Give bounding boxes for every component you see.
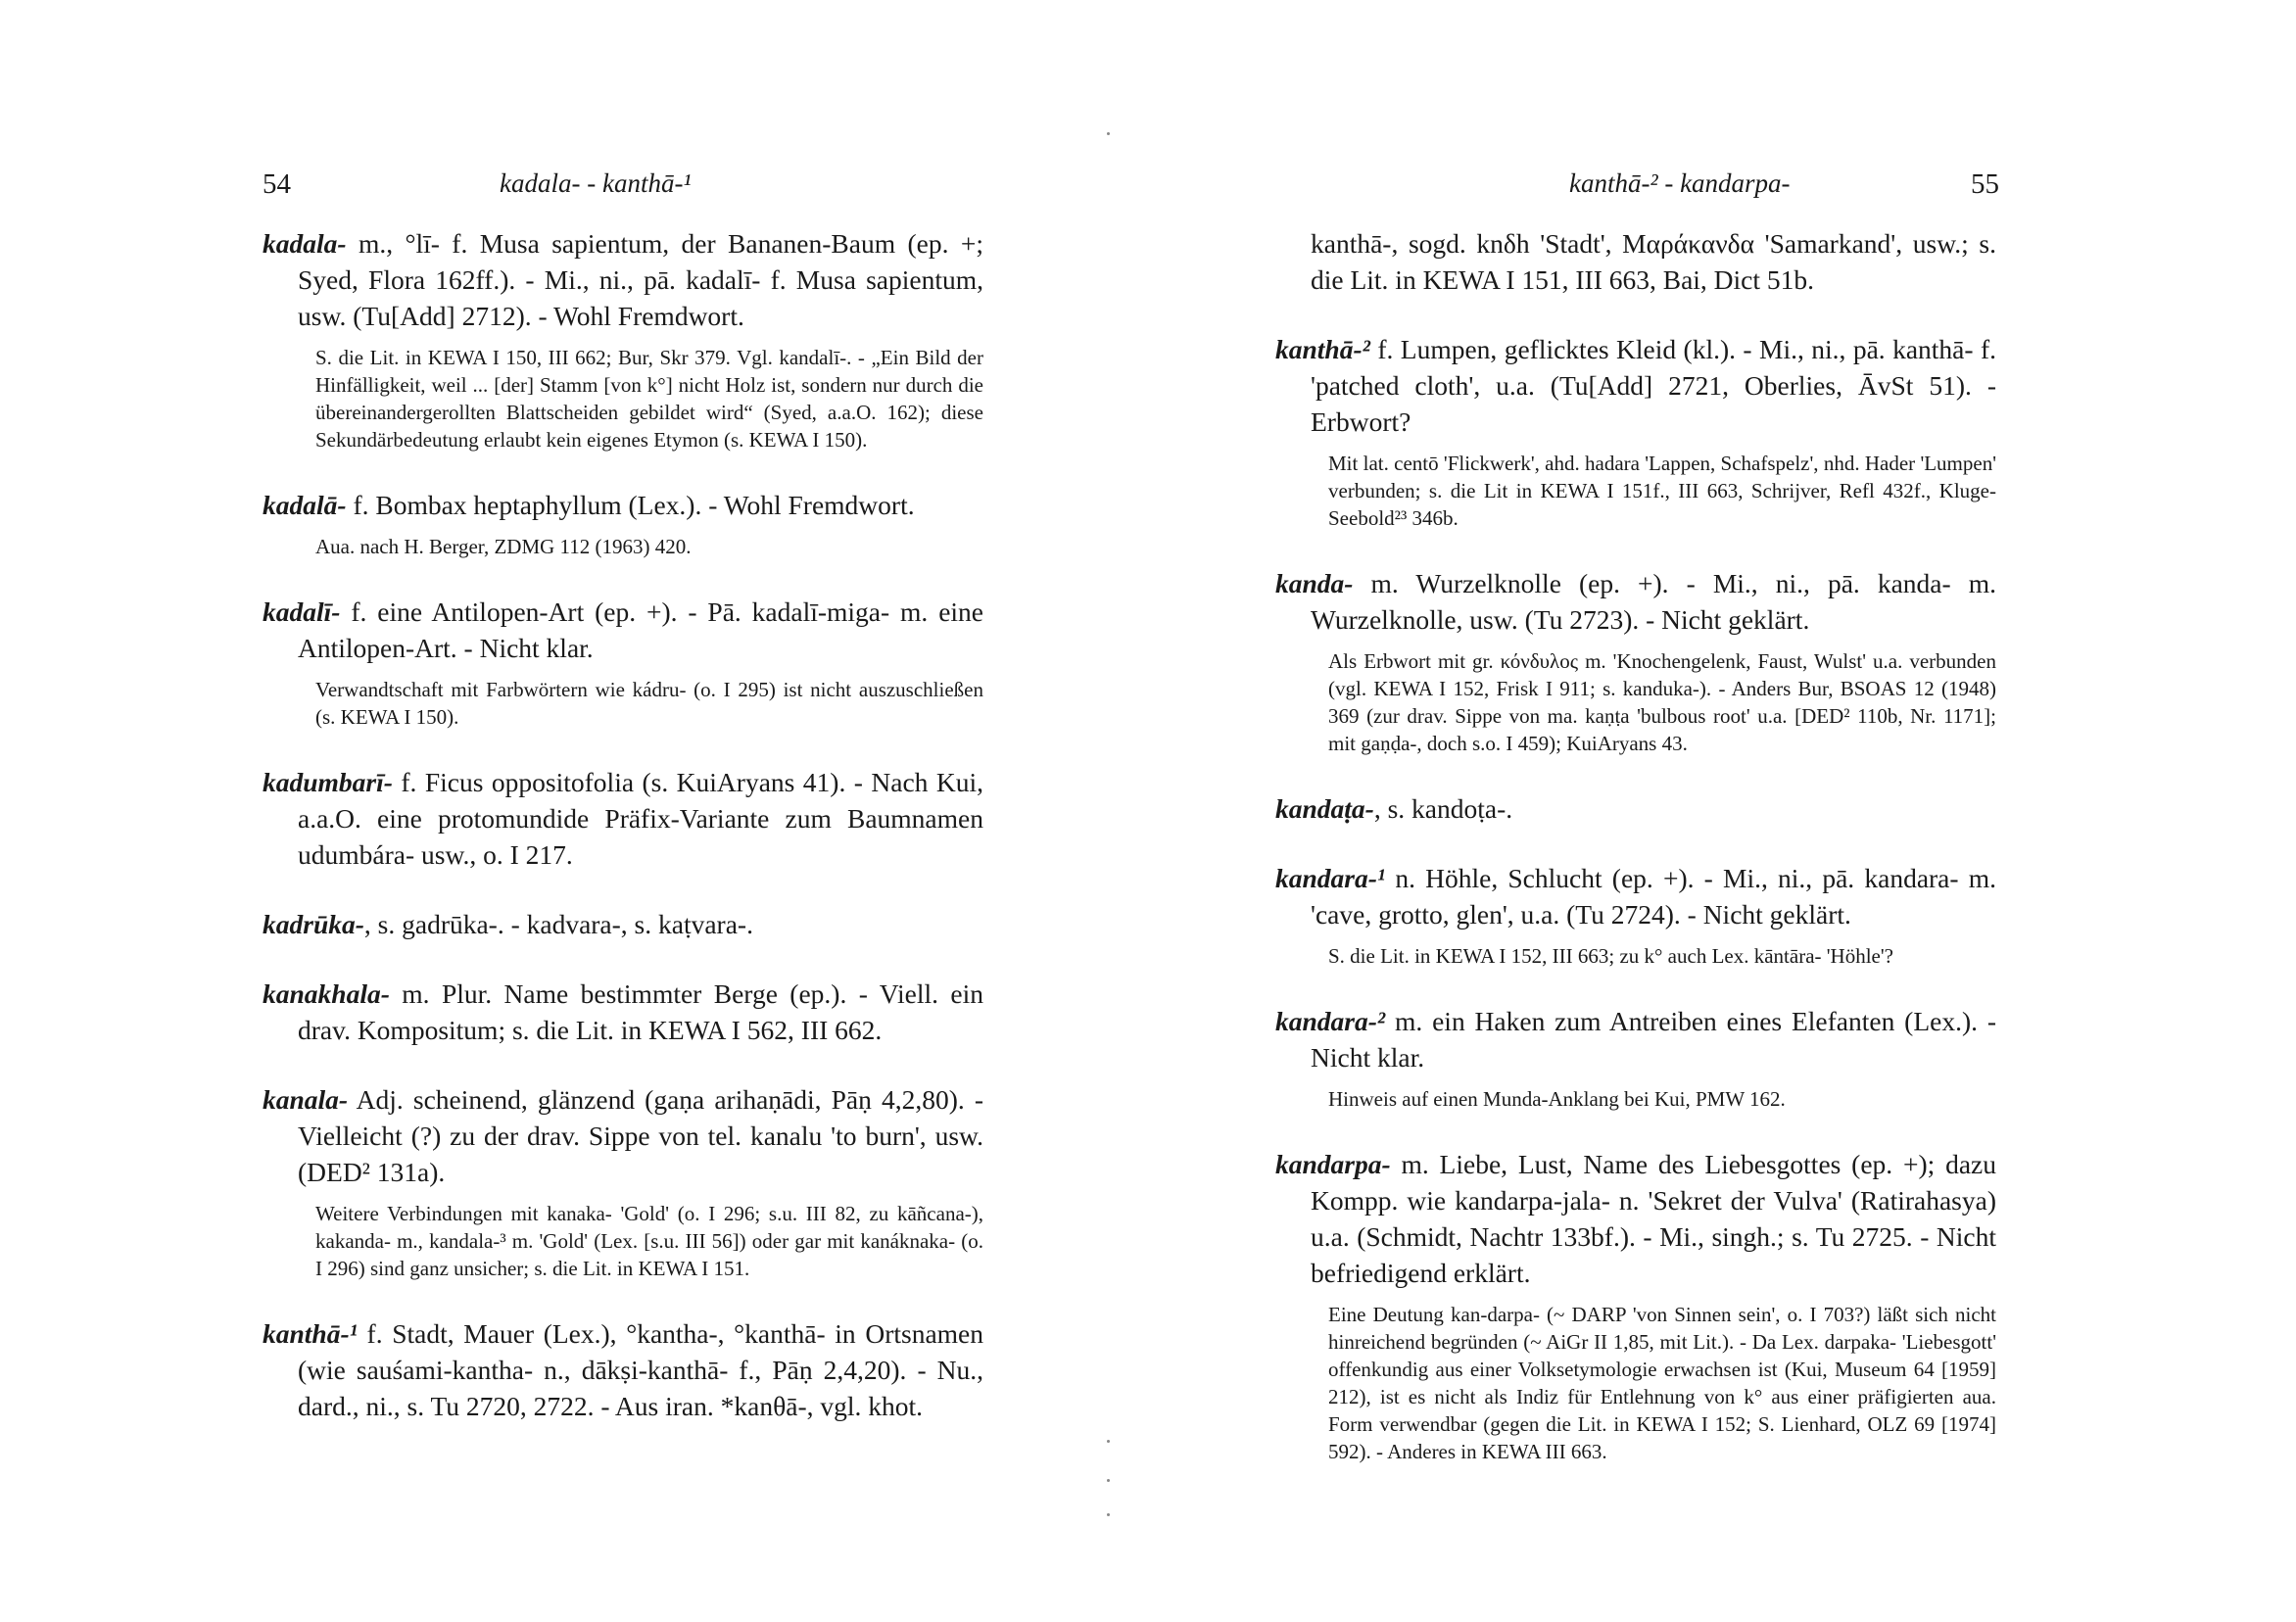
entry-body: f. Ficus oppositofolia (s. KuiAryans 41). - Nach Kui, a.a.O. eine protomundide Präfix-Variante zum Baumnamen udumbára- usw., o. I 217. [298,767,983,870]
entry-note: Mit lat. centō 'Flickwerk', ahd. hadara 'Lappen, Schafspelz', nhd. Hader 'Lumpen' verbunden; s. die Lit in KEWA I 151f., III 663, Schrijver, Refl 432f., Kluge-Seebold²³ 346b. [1328,452,1996,530]
dictionary-entry [1275,331,1996,532]
dictionary-entry [263,906,983,942]
entry-note: Als Erbwort mit gr. κόνδυλος m. 'Knochengelenk, Faust, Wulst' u.a. verbunden (vgl. KEWA I 152, Frisk I 911; s. kanduka-). - Anders Bur, BSOAS 12 (1948) 369 (zur drav. Sippe von ma. kaṇṭa 'bulbous root' u.a. [DED² 110b, Nr. 1171]; mit gaṇḍa-, doch s.o. I 459); KuiAryans 43. [1328,649,1996,755]
headword: kanthā-² [1275,334,1370,364]
entry-body: m. Wurzelknolle (ep. +). - Mi., ni., pā. kanda- m. Wurzelknolle, usw. (Tu 2723). - Nicht geklärt. [1311,568,1996,635]
entry-body: f. Stadt, Mauer (Lex.), °kantha-, °kanthā- in Ortsnamen (wie sauśami-kantha- n., dākṣi-kanthā- f., Pāṇ 2,4,20). - Nu., dard., ni., s. Tu 2720, 2722. - Aus iran. *kanθā-, vgl. khot. [298,1318,983,1421]
entry-body: f. Lumpen, geflicktes Kleid (kl.). - Mi., ni., pā. kanthā- f. 'patched cloth', u.a. (Tu[Add] 2721, Oberlies, ĀvSt 51). - Erbwort? [1311,334,1996,437]
entry-note: S. die Lit. in KEWA I 152, III 663; zu k° auch Lex. kāntāra- 'Höhle'? [1328,944,1893,968]
dictionary-entry [1275,225,1996,298]
headword: kadala- [263,228,347,259]
entry-body: m. ein Haken zum Antreiben eines Elefanten (Lex.). - Nicht klar. [1311,1006,1996,1073]
headword: kadrūka- [263,909,364,939]
dictionary-entry [263,225,983,453]
entry-body: m. Liebe, Lust, Name des Liebesgottes (ep. +); dazu Kompp. wie kandarpa-jala- n. 'Sekret der Vulva' (Ratirahasya) u.a. (Schmidt, Nachtr 133bf.). - Mi., singh.; s. Tu 2725. - Nicht befriedigend erklärt. [1311,1149,1996,1288]
headword: kanda- [1275,568,1354,598]
dictionary-entry [263,594,983,731]
entry-list [1275,225,1996,1499]
entry-body: m., °lī- f. Musa sapientum, der Bananen-Baum (ep. +; Syed, Flora 162ff.). - Mi., ni., pā. kadalī- f. Musa sapientum, usw. (Tu[Add] 2712). - Wohl Fremdwort. [298,228,983,331]
dictionary-entry [263,1081,983,1282]
dictionary-entry [263,1315,983,1424]
entry-body: m. Plur. Name bestimmter Berge (ep.). - Viell. ein drav. Kompositum; s. die Lit. in KEWA I 562, III 662. [298,978,983,1045]
headword: kadalā- [263,490,347,520]
headword: kandarpa- [1275,1149,1391,1179]
entry-note: Verwandtschaft mit Farbwörtern wie kádru- (o. I 295) ist nicht auszuschließen (s. KEWA I 150). [315,678,983,729]
headword: kanakhala- [263,978,390,1009]
gutter-mark [1107,1479,1110,1482]
running-head: kanthā-² - kandarpa- [1569,168,1791,198]
entry-list [263,225,983,1457]
dictionary-entry [1275,565,1996,757]
entry-body: kanthā-, sogd. knδh 'Stadt', Μαράκανδα 'Samarkand', usw.; s. die Lit. in KEWA I 151, III 663, Bai, Dict 51b. [1311,228,1996,295]
dictionary-entry [1275,1003,1996,1113]
gutter-mark [1107,1440,1110,1443]
headword: kandara-¹ [1275,863,1386,893]
headword: kanthā-¹ [263,1318,358,1349]
entry-note: Eine Deutung kan-darpa- (~ DARP 'von Sinnen sein', o. I 703?) läßt sich nicht hinreichend begründen (~ AiGr II 1,85, mit Lit.). - Da Lex. darpaka- 'Liebesgott' offenkundig aus einer Volksetymologie erwachsen ist (Kui, Museum 64 [1959] 212), ist es nicht als Indiz für Entlehnung von k° aus einer präfigierten aua. Form verwendbar (gegen die Lit. in KEWA I 152; S. Lienhard, OLZ 69 [1974] 592). - Anderes in KEWA III 663. [1328,1303,1996,1463]
entry-body: , s. gadrūka-. - kadvara-, s. kaṭvara-. [363,909,753,939]
dictionary-entry [1275,790,1996,827]
headword: kandaṭa- [1275,793,1374,824]
entry-body: n. Höhle, Schlucht (ep. +). - Mi., ni., pā. kandara- m. 'cave, grotto, glen', u.a. (Tu 2724). - Nicht geklärt. [1311,863,1996,930]
entry-body: Adj. scheinend, glänzend (gaṇa arihaṇādi, Pāṇ 4,2,80). - Vielleicht (?) zu der drav. Sippe von tel. kanalu 'to burn', usw. (DED² 131a). [298,1084,983,1187]
headword: kadumbarī- [263,767,393,797]
running-head: kadala- - kanthā-¹ [500,168,692,198]
entry-note: S. die Lit. in KEWA I 150, III 662; Bur, Skr 379. Vgl. kandalī-. - „Ein Bild der Hinfälligkeit, weil ... [der] Stamm [von k°] nicht Holz ist, sondern nur durch die übereinandergerollten Blattscheiden gebildet wird“ (Syed, a.a.O. 162); diese Sekundärbedeutung erlaubt kein eigenes Etymon (s. KEWA I 150). [315,346,983,452]
entry-body: f. eine Antilopen-Art (ep. +). - Pā. kadalī-miga- m. eine Antilopen-Art. - Nicht klar. [298,596,983,663]
gutter-mark [1107,132,1110,135]
headword: kanala- [263,1084,349,1115]
page-number: 54 [263,168,291,200]
page-number: 55 [1971,168,1999,200]
gutter-mark [1107,1513,1110,1516]
entry-body: f. Bombax heptaphyllum (Lex.). - Wohl Fremdwort. [346,490,915,520]
dictionary-entry [263,764,983,873]
dictionary-entry [1275,860,1996,970]
headword: kandara-² [1275,1006,1386,1036]
dictionary-entry [263,487,983,560]
dictionary-entry [1275,1146,1996,1465]
headword: kadalī- [263,596,341,627]
entry-body: , s. kandoṭa-. [1373,793,1513,824]
entry-note: Weitere Verbindungen mit kanaka- 'Gold' (o. I 296; s.u. III 82, zu kāñcana-), kakanda- m., kandala-³ m. 'Gold' (Lex. [s.u. III 56]) oder gar mit kanáknaka- (o. I 296) sind ganz unsicher; s. die Lit. in KEWA I 151. [315,1202,983,1280]
entry-note: Aua. nach H. Berger, ZDMG 112 (1963) 420. [315,535,692,558]
entry-note: Hinweis auf einen Munda-Anklang bei Kui, PMW 162. [1328,1087,1786,1111]
dictionary-entry [263,976,983,1048]
